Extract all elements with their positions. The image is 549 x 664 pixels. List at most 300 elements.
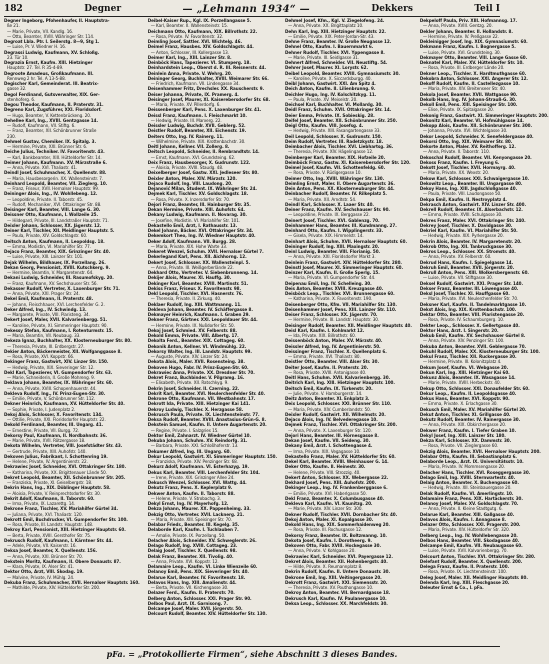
directory-entry: — Maria, Private. XVI. Neulerchenfelder Str. 70.: [422, 297, 519, 303]
directory-entry: Dekuhl Rudolf, Maler. XX. Klosterneuburger Str. 100.: [419, 349, 540, 355]
directory-entry: Dejak Wilhelm, Bildhauer, IX. Porzellang. 26.: [4, 260, 106, 266]
directory-entry: Dekret Alois, Beamter. XII. Hohenbergstr. 40.: [285, 559, 388, 565]
directory-entry: Dekmann Franz, Kaufm. I. Bognergasse 5.: [419, 45, 516, 51]
directory-entry: Dekier Anton, Bäckermeister, XII. Wolfganggasse 8.: [4, 349, 122, 355]
directory-entry: Dekott Josef, Tischler. XVII. Hormayrg. 40.: [419, 166, 516, 171]
directory-entry: Delefant Rudolf, Beamter. X. Quellenstr. 200.: [419, 559, 523, 565]
directory-entry: Dekow Karl, Schlosser. XXI. Schwaigergasse 10.: [419, 176, 530, 182]
directory-entry: — Maria, Private. XV. Pillerdorfg. 6.: [150, 103, 221, 108]
directory-entry: Dekoven Otto, Fabr. XVIII. Hockegasse 30.: [285, 544, 381, 549]
directory-entry: Dekleinigger Josef, Ing. XIX. Gymnasiumstr. 60.: [419, 40, 528, 45]
directory-entry: Delaig Anton, Beamter. X. Buchengasse 60.: [419, 481, 519, 486]
directory-entry: Dektor Emil, Zahnarzt. IV. Wiedner Gürtel 10.: [147, 433, 252, 439]
directory-entry: — Adele, Private, VII. Kaiserstr. 16.: [7, 544, 77, 549]
directory-entry: Deiter Josef, Kaufm. II. Praterstr. 20.: [285, 365, 369, 371]
footer-note: pFa. = „Protokollierte Firmen“, siehe Abschnitt 3 dieses Bandes.: [106, 649, 398, 659]
directory-entry: — Elisabeth, Private. XII. Ratschkyg. 9.: [150, 381, 229, 387]
directory-entry: — Maria, Private. VI. Gumpendorfer Str. 44.: [288, 276, 376, 282]
directory-entry: Dekrey Josef, Tischler. X. Davidgasse 30.: [419, 223, 513, 229]
directory-entry: — Maria, Private. XII. Arndtstr. 54.: [288, 197, 357, 203]
directory-entry: Dejmek Franz, Tischler. XVI. Ottakringer Str. 200.: [285, 423, 397, 429]
page-header: [4, 2, 500, 16]
directory-entry: — Maria, Beamtin, VII. Neubaug. 33.: [7, 334, 81, 339]
directory-entry: — Emma, Modistin, VI. Mariahilfer Str. 77.: [7, 244, 91, 250]
directory-entry: — Paula, Private, XIV. Goldschlagstr. 60.: [7, 234, 88, 240]
right-keyword: Dekkers: [371, 4, 413, 14]
directory-entry: Dekunz Alois, Beamter. IX. Wasagasse 14.: [419, 376, 516, 381]
directory-entry: Dekert Anton, Schlosser. XX. Webergasse 22.: [285, 475, 389, 481]
directory-entry: — Irene, Private. XIX. Grinzinger Allee 24.: [150, 475, 235, 481]
directory-entry: — Klara, Private, IX. Alser Str. 41.: [7, 565, 74, 570]
directory-entry: Deichsel Karl, Buchhalter. VI. Mollardg. 30.: [285, 103, 383, 108]
directory-entry: — Anna, Private. XVIII. Gentzg. 20.: [422, 24, 493, 30]
directory-entry: Deimböck Franz, Gastw. XI. Kaiserebersdorfer Str. 120.: [285, 160, 411, 166]
directory-entry: Delcourt Anton, Tischler. XVI. Ottakringer Str. 280.: [419, 554, 536, 560]
directory-entry: Dekhard Josef, Pens. XIII. Auhofstr. 200.: [285, 481, 377, 486]
directory-entry: Delazer Otto, Schlosser. XXI. Pragerstr. 200.: [419, 523, 521, 528]
directory-entry: Delavos Alois, Kaufm. I. Annagasse 8.: [419, 517, 507, 523]
directory-entry: Dekruh Emil, Beamter. XVII. Jörgerstr. 20.: [419, 265, 515, 271]
directory-entry: — Berta, Private, XVIII. Gersthofer Str. 75.: [7, 533, 92, 539]
directory-entry: — Rosa, Private, XVI. Koppstr. 66.: [7, 355, 75, 360]
directory-entry: Dekrull Anton, Pens. XIII. Wolkersbergenstr. 60.: [419, 271, 529, 276]
directory-entry: — Johanna, Private. XVI. Wichtelgasse 30.: [422, 129, 508, 135]
directory-entry: — Marie, Schneiderin, II. Große Mohreng. 9.: [7, 376, 96, 381]
directory-entry: Dekmayer Otto, Beamter. VIII. Lange Gasse 60.: [419, 55, 528, 61]
directory-entry: — Paula, Private. VIII. Laudongasse 50.: [422, 192, 502, 198]
directory-entry: — Regine, Private. I. Salzgries 15.: [150, 428, 219, 434]
directory-entry: Dekrasch Anton, Gastwirt. XIV. Linzer Str. 400.: [419, 202, 526, 208]
directory-entry: — Emma, Private. XVIII. Schulgasse 30.: [422, 213, 503, 219]
directory-entry: Dehnert Alfred, Schneider. VII. Neustiftg. 54.: [285, 61, 388, 66]
directory-entry: Deinzer Karl, Kaufm. II. Große Sperlg. 15.: [285, 271, 380, 276]
directory-entry: Dekner Rudolf, Tischler. XVII. Dornbacher Str. 40.: [285, 512, 398, 518]
directory-entry: — Aloisia, Private, V. Reinprechtsdorfer Str. 30.: [7, 491, 101, 497]
directory-entry: Delarue Karl, Beamter. XIII. Gallgasse 40.: [419, 512, 515, 518]
directory-entry: Deiner Karl, Tischler, XII. Meidlinger Hauptstr. 5.: [4, 229, 115, 234]
directory-entry: Deimer Karl, Ing., XIII. Lainzer Str. 8.: [147, 55, 232, 61]
directory-entry: Deix Franz, Hausbesorger, X. Gudrunstr. 122.: [147, 160, 251, 166]
directory-entry: Dekoll Emil, Pens. XIII. Speisinger Str. 100.: [419, 103, 518, 108]
directory-entry: Deitrich Karl, Ing. XIII. Hietzinger Hauptstr. 100.: [285, 381, 395, 387]
directory-entry: Degou Theodor, Kaufmann, II. Praterstr. 31.: [4, 103, 104, 108]
directory-entry: — Emilie, Private, V. Schönbrunner Str. 112.: [7, 397, 96, 402]
directory-entry: Dehellee Karl, Ing., XVIII. Gentzgasse 14.: [4, 118, 98, 124]
directory-entry: — Anton, Schlosser, III. Kollergasse 13.: [150, 50, 229, 56]
directory-entry: Deimel Josef, Kaufm. VII. Schottenfeldg. 60.: [285, 166, 386, 171]
directory-entry: Deixler Anton, Maler. XIV. Märzstr. 120.: [147, 176, 237, 182]
directory-entry: — Helene, Private. VIII. Strozzig. 40.: [288, 470, 361, 476]
directory-entry: Dekoven Julius, Fabrikant, I. Schottenring 19.: [4, 454, 108, 460]
directory-entry: Delarue Karl, Beamter. IV. Favoritenstr. 18.: [147, 575, 246, 581]
directory-entry: — Karoline, Private. X. Siccardsburgg. 40.: [288, 76, 372, 82]
directory-entry: — Anna, Private, XVIII. Schopenhauerstr. 44.: [7, 386, 97, 392]
directory-entry: Dehnel Otto, Kaufm. I. Bauernmarkt 6.: [285, 45, 374, 51]
directory-entry: — Luise, Private. VII. Stiftgasse 30.: [422, 276, 493, 282]
directory-entry: Dekrin Hans, Ing., XIX. Döblinger Hauptstr. 58.: [4, 486, 111, 492]
directory-entry: Degischer Karl, Gemeinderat. III. Beatrix-: [4, 82, 99, 87]
directory-entry: Deisinger Josef, Maurer, XI. Kaiserebersdorfer Str. 68.: [147, 97, 271, 103]
directory-entry: Dekopp Alois, Kaufm. XII. Schönbrunner Str. 300.: [419, 124, 532, 129]
directory-entry: Dekus Hans, Beamter. XVI. Koppstr. 90.: [419, 397, 510, 402]
directory-entry: — Rosa, Private, III. Landstr. Hauptstr. 148.: [7, 523, 94, 528]
directory-entry: 230.: [7, 134, 16, 140]
directory-entry: Deininger Georg, Buchhalter, XVIII. Weimarer Str. 66.: [147, 76, 269, 82]
directory-entry: — Ernst, Kaufmann. XVI. Grundsteing. 62.: [150, 155, 236, 161]
directory-entry: — Maria, Private. XIV. Cumberlandstr. 50.: [288, 407, 372, 413]
directory-entry: Deissler Ludwig, Buchdr. XVII. Geblerg. 52.: [147, 124, 246, 129]
directory-entry: — Theresia, Private. XIV. Hägelingasse 12.: [288, 150, 374, 156]
directory-entry: Dekold Hans, Ing. XIX. Sommerhaidenweg 20.: [285, 523, 390, 528]
directory-entry: Dekleva Karl, Kaufm. VI. Kaunitzg. 20.: [285, 502, 373, 507]
directory-entry: Deinhardstein Leop., Oberst d. R. III. Reisnerstr. 44.: [147, 66, 267, 72]
directory-entry: Deitsch Leopold, Schneider, II. Rembrandtstr. 14.: [147, 150, 260, 156]
directory-entry: Deimer Otto, Ing. XVIII. Währinger Str. 130.: [285, 176, 385, 182]
directory-entry: Dekner Heinrich, Kaufmann, XV. Hütteldorfer Str. 40.: [4, 402, 125, 408]
directory-entry: — Rosa, Private. IV. Schaumburgerg. 10.: [422, 318, 505, 324]
directory-entry: Dehner Rudolf, Tischler. XVI. Yppengasse 8.: [285, 50, 385, 56]
directory-entry: — Irma, Private, IX. Lazarettg. 14.: [7, 502, 76, 507]
directory-entry: — Hermine, Private. III. Landstr. Hauptstr. 30.: [288, 318, 380, 324]
directory-entry: — Marie, Private. XVIII. Herbeckstr. 40.: [422, 381, 501, 387]
directory-entry: — Anna, Private. XVI. Thaliastr. 41.: [7, 166, 78, 171]
directory-entry: — Theresia, Private. II. Zirkusg. 40.: [150, 297, 222, 303]
directory-entry: Delberg Anton, Schlosser. XXI. Prager Str. 90.: [147, 596, 252, 602]
directory-entry: — Rosa, Private. XVIII. Antonigasse 40.: [288, 370, 367, 376]
directory-entry: — Helene, Private. V. Strobachg. 3.: [150, 496, 222, 502]
directory-entry: Deiters Otto, Ing. IV. Rainerg. 11.: [147, 134, 224, 140]
directory-entry: Dektor Otto, Arzt, VIII. Skodag. 19.: [4, 570, 84, 576]
directory-entry: Deksa Rudolf, Beamter. XVIII. Anastasius-Grün-G. 8.: [147, 418, 266, 423]
directory-entry: — Franz, Friseur, XVII. Hernalser Hauptstr. 99.: [7, 187, 100, 192]
directory-entry: — Margarete, Private, VIII. Piaristeng. 34.: [7, 313, 90, 318]
directory-entry: Deis Anton, Beamter. XVIII. Kreuzgasse 40.: [285, 286, 384, 292]
directory-entry: Deistler Rudolf, Beamter, XII. Eichenstr. 19.: [147, 129, 247, 135]
directory-entry: Dekusch Wenzel, Schlosser. XVI. Wattg. 44.: [147, 481, 247, 486]
directory-entry: Dejanović Milan, Student. IX. Währinger Str. 24.: [147, 187, 257, 192]
directory-entry: Dehn Karl, Ing. XIII. Hietzinger Hauptstr. 22.: [285, 29, 386, 35]
directory-entry: Dekowitz Leop., Beamter. III. Ungargasse 80.: [419, 181, 523, 187]
directory-entry: Delazer Ferd., Kaufm. II. Praterstr. 70.: [147, 591, 235, 597]
directory-entry: Dekert Josef, Maler, XVII. Kalvarienbergg. 51.: [4, 318, 108, 324]
directory-entry: — Malvine, Private, IV. Mühlg. 24.: [7, 575, 75, 581]
directory-entry: — Gertrude, Private, XIII. Auhofstr. 140.: [7, 449, 87, 455]
directory-entry: Dekrone Emil, Ing. XIII. Veitingergasse 20.: [285, 575, 382, 581]
directory-entry: Dekuba Johann, Schuhm. XV. Reindorfg. 31.: [147, 439, 248, 444]
directory-entry: Delacher Alois, Schneider. XV. Schweglerstr. 26.: [147, 538, 257, 544]
directory-entry: Dekoj Alois, Schlosser, X. Favoritenstr. 134.: [4, 412, 103, 418]
directory-entry: Dekonig Franz, Gastwirt. XI. Simmeringer Hauptstr. 200.: [419, 113, 549, 119]
directory-entry: Deker Adolf, Kaufmann. VII. Burgg. 28.: [147, 239, 237, 245]
directory-entry: Dekusch Emil, Maler. XV. Mariahilfer Gürtel 20.: [419, 407, 527, 413]
directory-entry: Dektar Otto, Beamter. VIII. Piaristengasse 20.: [419, 313, 525, 318]
directory-entry: Dekrin Rudolf, Kaufm. II. Untere Donaustr. 30.: [285, 570, 391, 576]
directory-entry: Deistler Otto, Beamter. VIII. Alser Str. 30.: [285, 360, 379, 366]
directory-entry: — Maria, Private. IV. Mommsengasse 20.: [422, 465, 505, 471]
directory-entry: Dekrit Adolf, Kaufmann, II. Taborstr. 60.: [4, 496, 95, 502]
directory-entry: — Maria, Private. XIX. Hohe Warte 33.: [150, 244, 228, 250]
directory-entry: Dekza Johann, Maurer. XX. Pappenheimg. 33.: [147, 507, 251, 513]
directory-entry: Deindl Karl, Schlosser. X. Laaer Str. 40.: [285, 202, 374, 208]
directory-entry: Dekoj Josef, Schmied. XV. Felberstr. 88.: [147, 328, 237, 334]
directory-entry: Dekpa Emil, Kaufm. II. Nestroyplatz 4.: [419, 197, 507, 203]
directory-entry: Dekel Emil, Kaufmann, II. Praterstr. 48.: [4, 297, 94, 303]
directory-entry: Dekrawiec Karl, Schneider. XVI. Payergasse 12.: [285, 554, 393, 560]
directory-entry: Deleg Josef, Maler. XII. Meidlinger Hauptstr. 80.: [419, 575, 528, 581]
directory-entry: Delak Franz, Beamter. XII. Tivolig. 40.: [147, 554, 234, 560]
directory-entry: Dekut Anton, Tischler. XI. Grillgasse 40.: [419, 412, 511, 418]
directory-entry: Delcampe Josef, Maler. XVII. Jörgerstr. 50.: [147, 607, 243, 612]
directory-entry: Dekrawiec Anna, Private. XX. Dresdner Str. 70.: [147, 370, 255, 376]
directory-entry: Deissl Franz, Kaufmann. I. Fleischmarkt 10.: [147, 113, 247, 119]
directory-entry: Deimel Franz, Hausbes. XIV. Goldschlagstr. 44.: [147, 45, 254, 51]
page-number: 182: [4, 4, 23, 14]
directory-entry: Dekriel Karl, Kaufm. VI. Mariahilfer Str. 50.: [419, 229, 518, 234]
directory-entry: — Rosa, Private. IV. Favoritenstr. 32.: [150, 34, 224, 40]
directory-entry: Deinhammer Hans, Beamter. III. Kundmanng. 27.: [285, 223, 397, 229]
directory-entry: — Theresia, Private, III. Erdbergstr. 27.: [7, 344, 85, 350]
directory-entry: Deiser Johanna, Private, IX. Pramerg. 4.: [147, 92, 239, 98]
directory-entry: Deksl Josef, Tischler. XI. Hauffgasse 60.: [419, 292, 510, 297]
directory-entry: Deixler Johann, Schlosser, XX. Jägerstr. 12.: [4, 223, 102, 229]
directory-entry: Deim Rudolf, Vertreter. III. Radetzkystr. 18.: [285, 139, 384, 145]
directory-entry: — Anna, Private, XXI. Prager Str. 24.: [7, 292, 80, 297]
directory-entry: Deinlein Anna, Private. V. Wehrg. 20.: [147, 71, 233, 77]
directory-entry: Dekota Josef, Kaufm. I. Dorotheerg. 9.: [285, 538, 372, 544]
directory-entry: — Maria, Private. XIV. Hütteldorfer Str. 320.: [422, 528, 510, 534]
directory-entry: Delenda Karl, Ing. XIII. Fleschgasse 20.: [419, 580, 510, 586]
directory-entry: Deinböck Hans, Tapezierer. VI. Stumperg. 18.: [147, 61, 251, 66]
directory-entry: Dekner Franz, Gärtner. XXI. Leopoldauer Str. 44.: [147, 318, 258, 324]
directory-entry: Dekur Leop., Kaufm. II. Leopoldsgasse 40.: [419, 391, 517, 397]
directory-entry: — Leopoldine, Private. IX. Berggasse 22.: [288, 213, 370, 219]
directory-entry: Dein Anton, Pens. XX. Klosterneuburger Str. 44.: [285, 187, 395, 192]
directory-entry: Dehrer Josef, Maurer. XI. Lorystr. 62.: [285, 66, 368, 72]
directory-entry: Dekstein Samuel, Kaufm. II. Untere Augartenstr. 20.: [147, 423, 267, 429]
directory-entry: — Paula, Private. XV. Meiselstr. 20.: [288, 97, 358, 103]
directory-entry: — Julie, Private. V. Hamburgerstr. 14.: [288, 391, 363, 397]
directory-entry: Deinhart Alois, Schuhm. XVII. Hernalser Hauptstr. 60.: [285, 239, 407, 245]
directory-entry: Dekoj Anton, Maler. XI. Kopalgasse 30.: [285, 517, 374, 523]
directory-entry: Dekyl Josef, Ing. XIII. Lainzer Str. 180.: [419, 433, 506, 439]
directory-entry: Deinhard Leopold, Beamter, VII. Zieglerg. 10.: [4, 181, 108, 187]
directory-entry: — Hermine, Beamtin, V. Margaretenstr. 64.: [7, 271, 94, 276]
directory-entry: — Franz, Kaufmann, XV. Sechshauser Str. 56.: [7, 281, 98, 287]
directory-entry: Deigl Otto, Kaufm. VIII. Josefsg. 4.: [285, 124, 364, 129]
directory-entry: Dekany Emil, Arzt. I. Schottengasse 4.: [285, 444, 373, 450]
directory-entry: Delago Rudolf, Ing. XVIII. Cottageg. 23.: [147, 544, 238, 549]
directory-entry: Dekutz Franz, Pens. X. Keplerplatz 9.: [147, 486, 233, 492]
directory-entry: Deibel-Kaiser Rup., Kgl. IX. Porzellangasse 5.: [147, 19, 252, 24]
directory-entry: stenhoferg. 6.: [7, 97, 36, 103]
directory-entry: Delberg Leop., Ing. IV. Wohllebengasse 20.: [419, 533, 518, 539]
directory-entry: Dekoy Hans, Ing. XIII. Jagdschloßgasse 40.: [419, 187, 518, 192]
directory-entry: Deitsch Anton, Kaufmann, II. Leopoldsg. 18.: [4, 239, 105, 245]
header-rule: [4, 16, 500, 17]
directory-entry: — Mathilde, Private, XIV. Hütteldorfer Str. 200.: [7, 586, 101, 591]
directory-entry: Delabar Friedr., Beamter. III. Kegelg. 35.: [147, 523, 240, 528]
directory-entry: — Marie, Private, XVII. Rötzergasse 18.: [7, 439, 86, 444]
directory-entry: Dekoss Franz, Kaufm. I. Freyung 6.: [419, 160, 500, 166]
directory-entry: Dekiss Franz, Friseur. X. Favoritenstr. 98.: [147, 286, 242, 292]
directory-entry: Dekobra Anton, Schlosser. XXI. Angerer Str. 12.: [419, 76, 528, 82]
part-label: Teil I: [474, 4, 500, 14]
directory-entry: Dekza Karl, Schlosser. XX. Dammstr. 30.: [419, 439, 512, 444]
directory-entry: — Katharina, Private. X. Favoritenstr. 190.: [288, 297, 373, 303]
directory-entry: Dekorsy Walter, Ing. III. Landstr. Hauptstr. 99.: [147, 349, 252, 355]
directory-entry: Dekl Leopold, Tischler. XVI. Hasnerstr. 76.: [147, 292, 244, 297]
directory-entry: Deker Otto, Kaufm. II. Heinestr. 30.: [285, 465, 366, 471]
directory-entry: — Hildegard, Private, III. Landstraßer Hauptstr. 71.: [7, 218, 109, 224]
directory-entry: Dekijer Alois, Maurer. XI. Hauffg. 30.: [147, 276, 232, 282]
directory-entry: Dekleva Johann, Beamter. IV. Schäffergasse 8.: [147, 307, 253, 313]
directory-entry: Dekwer Franz, Kaufm. I. Tiefer Graben 10.: [419, 428, 517, 434]
directory-entry: Delaborde Leop., Arzt. IX. Universitätsstr. 10.: [419, 460, 524, 465]
directory-entry: Dekinger Leop., Ing. IV. Frankenberggasse 6.: [285, 486, 388, 492]
directory-entry: — Johann, Fleischhauer, XVI. Lerchenfelder G. 2.: [7, 302, 105, 308]
directory-entry: — Marie, Private. XIV. Linzer Str. 300.: [288, 507, 363, 513]
directory-entry: Dekmayer Heinrich, Kaufmann. I. Graben 29.: [147, 313, 250, 318]
directory-entry: Delamaire Franz, Pens. XIX. Hartäckerstr. 30.: [419, 496, 523, 502]
directory-entry: Dekrob Otto, Ing. XII. Tanbruckgasse 30.: [419, 244, 513, 250]
page-footer: [4, 646, 500, 661]
directory-entry: — Hedwig, Private. XIII. Fasangartengasse 33.: [288, 129, 381, 135]
directory-entry: — Theresia, Private. XV. Pouthongasse 10.: [288, 586, 374, 591]
directory-entry: Delbos Hans, Beamter. VIII. Skodagasse 40.: [419, 538, 520, 544]
directory-entry: Dekeza Ignaz, Buchhalter, XX. Klosterneuburger Str. 80.: [4, 339, 132, 345]
directory-entry: Dekter Leop., Schlosser. X. Gellertgasse 40.: [419, 323, 520, 329]
directory-entry: Deinert Josef, Tischler. XVI. Gablenzg. 70.: [285, 218, 380, 224]
directory-entry: Dekorte Anton, Maler. XV. Reithofferg. 12.: [419, 145, 516, 150]
directory-entry: Deibel Leopold, Beamter. XVIII. Gymnasiumstr. 30.: [285, 71, 400, 77]
directory-entry: Dekst Alois, Ing. XIX. Krottenbachstr. 100.: [419, 307, 517, 313]
directory-entry: — Anna, Private, XXI. Brünner Str. 70.: [7, 554, 83, 560]
directory-entry: Dekinger Karl, Beamter. XVIII. Martinstr. 51.: [147, 281, 249, 287]
directory-entry: Deksel Rudolf, Gastwirt. XXI. Prager Str. 140.: [419, 281, 524, 287]
directory-entry: Dekret Leopold, Beamter, XII. Schönbrunner Str. 205.: [4, 475, 126, 481]
directory-entry: — Rudolf, Kaufmann, VII. Stiftg. 6.: [7, 124, 76, 129]
directory-entry: — Wilhelmine, Private. XIX. Krottenbachstr. 30.: [150, 139, 246, 145]
directory-entry: — Elise, Private. IX. Spitalgasse 20.: [422, 108, 494, 114]
directory-entry: Dejaco Alois, Ing. IV. Belvederegasse 10.: [285, 418, 378, 423]
directory-entry: Dekan Hermine, Private. XIII. Auhofstr. 64.: [147, 208, 245, 213]
directory-entry: Degner Ingeborg, Pfohenhaufer, II. Hauptstra-: [4, 19, 110, 24]
directory-entry: — Irma, Private. XIX. Vegagasse 10.: [288, 449, 361, 455]
directory-entry: Dekumer Alfred, Ing. III. Ungarg. 60.: [147, 449, 232, 455]
directory-entry: Deissinger Franz, Tischler. X. Quellenplatz 6.: [285, 349, 387, 355]
directory-entry: — Rosa, Private. III. Rochusgasse 12.: [288, 528, 363, 534]
directory-column-4: [420, 19, 549, 643]
directory-entry: Deisenhammer Fritz, Drechsler. XX. Rauscherstr. 9.: [147, 87, 265, 93]
directory-entry: — Maria, Private. XIII. Speisinger Str. 70.: [150, 517, 232, 523]
directory-entry: Dekl Franz, Beamter. X. Columbusgasse 40.: [285, 496, 385, 502]
directory-entry: Dekleva Rudolf, Ing., IV. Prinz-Eugen-Str. 30.: [4, 391, 106, 397]
directory-entry: Deisböck Leop., Tischler. XVI. Brunnengasse 60.: [285, 292, 395, 297]
directory-entry: Dekres Franz, Maler. XVI. Ottakringer Str. 240.: [419, 218, 526, 224]
directory-entry: Deiner Franz, Kaufm. XV. Sechshauser Str. 90.: [285, 208, 390, 213]
directory-entry: Dekessy Stefan, Kaufmann, I. Rotenturmstr. 15.: [4, 328, 114, 334]
directory-entry: Deichmann Otto, Kaufmann, XIX. Billrothstr. 22.: [147, 29, 258, 35]
directory-entry: Deichler Hugo, Ing. IV. Kolschitzkyg. 11.: [285, 92, 377, 98]
directory-entry: Dekner Leop., Tischler. X. Hardtmuthgasse 60.: [419, 71, 527, 77]
directory-entry: Dekhard Otto, Vertreter. V. Siebenbrunneng. 14.: [147, 271, 258, 276]
directory-entry: Dekany Ludwig, Kaufmann. II. Novarag. 30.: [147, 213, 247, 219]
directory-entry: Dekstein Moritz, Kaufmann, II. Obere Donaustr. 87.: [4, 559, 121, 565]
directory-entry: Deidl Franz, Schuhm. XVII. Ottakringer Str. 14.: [285, 108, 392, 114]
directory-columns: [4, 19, 549, 643]
directory-entry: Delega Franz, Kaufm. II. Praterstr. 100.: [419, 565, 510, 570]
directory-entry: — Katharina, Private, XX. Brigittenauer Lände 50.: [7, 470, 107, 476]
directory-entry: Dekolta Ferd., Beamter. XIX. Cottageg. 60.: [147, 339, 245, 345]
directory-entry: Dejaco Franz, Beamter, XIX. Grinzinger Str. 40.: [4, 250, 111, 255]
directory-entry: Deifel Josef, Beamter. XII. Schönbrunner Str. 250.: [285, 118, 398, 124]
directory-entry: Degrassi Ludwig, Kaufmann, XV. Schloßg.: [4, 50, 100, 56]
directory-entry: Dekrusch Paula, Private. IX. Liechtensteinstr. 77.: [147, 412, 260, 418]
directory-entry: — Karl, Beamter. II. Wallensteinstr. 15.: [150, 24, 228, 30]
directory-entry: — Gisela, Private. XIX. Himmelstr. 14.: [288, 234, 364, 240]
directory-entry: Deixelberger Josef, Gastw. XXI. Jedleseer Str. 80.: [147, 171, 259, 177]
directory-entry: Dektor Hans, Arzt. I. Singerstr. 20.: [419, 328, 499, 334]
directory-entry: — Berta, Private. VII. Kirchengasse 30.: [150, 586, 229, 591]
directory-entry: — Karl, Bankbeamter, XIII. Hütteldorfer Str. 14.: [7, 155, 102, 161]
directory-entry: Dekuba Franz, Schuhmacher, XVII. Hernalser Hauptstr. 160.: [4, 580, 140, 586]
directory-entry: Dekan Georg, Pensionist, XVIII. Kutschkerg. 9.: [4, 265, 110, 271]
directory-entry: — Barbara, Private. XXI. Schloßhoferstr. 13.: [150, 444, 239, 450]
directory-entry: Delcampe Emil, Kaufm. VII. Neubaugasse 60.: [419, 544, 523, 549]
directory-entry: — Rosa, Private. VII. Zieglergasse 60.: [422, 444, 499, 450]
directory-entry: — Franz, Beamter, XII. Schönbrunner Straße: [7, 129, 97, 135]
directory-entry: Dekonitz Karl, Beamter. VI. Hofmühlgasse 14.: [419, 118, 524, 124]
directory-entry: — Rosa, Private. IX. Liechtensteinstr. 100.: [422, 570, 508, 576]
directory-entry: — Hugo, Beamter, V. Kettenbrückeng. 20.: [7, 113, 92, 119]
directory-entry: — Hermine, Private. IV. Preßgasse 22.: [422, 34, 499, 40]
directory-entry: Dekrin Josef, Schneider. II. Czerning. 22.: [147, 386, 240, 392]
directory-entry: Dejmek Karl, Tischler. XV. Goldschlagstr. 18.: [147, 192, 249, 198]
directory-entry: Dekret Franz, Buchbinder. V. Pilgramg. 16.: [147, 376, 245, 381]
directory-entry: Dekemkort Theo, Ing. IV. Wiedner Hauptstr. 40.: [147, 234, 256, 240]
directory-entry: Delak Rudolf, Kaufm. VI. Amerlingstr. 10.: [419, 491, 514, 497]
directory-entry: Delaborde Karl, Kaufm. I. Tuchlauben 7.: [147, 528, 239, 534]
directory-entry: Deksner Karl, Kaufm. II. Tandelmarktgasse 10.: [419, 302, 527, 308]
directory-entry: Delabar Otto, Kaufm. III. Sebastianplatz 6.: [419, 454, 517, 460]
directory-entry: Dekroy Anton, Beamter. VII. Bernardgasse 18.: [285, 591, 391, 597]
directory-entry: — Anna, Private. III. Weißgerberlände 22.: [150, 265, 234, 271]
directory-entry: Deitl Hans, Schuhm. XVII. Kalvarienbergg. 30.: [285, 376, 391, 381]
directory-entry: Deininger Rudolf, Ing. XIII. Maxingstr. 20.: [285, 244, 380, 250]
directory-entry: Deipenau Emil, Ing. IV. Schelleing. 30.: [285, 281, 372, 287]
directory-entry: — Hedwig, Private, XIX. Sieveringer Str. 12.: [7, 365, 95, 371]
directory-entry: Dekastello Franz, Maler. XV. Hütteldorfer Str. 60.: [285, 454, 396, 460]
directory-entry: Dekl Karl, Tapezierer, VI. Gumpendorfer Str. 63.: [4, 370, 113, 376]
directory-entry: Deibl Johann, Gastwirt. XXI. Am Spitz 4.: [285, 82, 376, 87]
directory-entry: Delanoy Emil, Pens. XIX. Sieveringer Str. 40.: [147, 570, 249, 576]
directory-entry: Dekota Alois, Maler. XVII. Rosensteing. 38.: [147, 360, 245, 366]
directory-entry: — Anna, Private. XX. Brigittaplatz 10.: [288, 24, 364, 30]
directory-entry: Delamaire Leop., Kaufm. VI. Linke Wienzeile 60.: [147, 565, 258, 570]
directory-entry: Dekorsy Paul, Kaufmann, II. Nordbahnstr. 36.: [4, 433, 108, 439]
directory-entry: — Maria, Private. XX. Wexstr. 20.: [422, 171, 490, 177]
directory-entry: — Emma, Private. XVI. Thaliastr. 80.: [288, 355, 361, 360]
directory-entry: — Aloisia, Private. XVIII. Staudg. 48.: [150, 166, 224, 171]
directory-entry: — Juliana, Private, XVI. Thaliastr. 120.: [7, 512, 83, 518]
directory-entry: Deitz Anton, Beamter. XI. Enkplatz 3.: [285, 397, 370, 402]
directory-entry: Dekup Otto, Schlosser. XXI. Donaufelder Str. 60.: [419, 386, 530, 392]
directory-entry: — Josefine, Modistin. VI. Mariahilfer Str. 101.: [150, 218, 241, 224]
directory-entry: Dehmel Gustav, Chemiker. IX. Spitalg. 3.: [4, 139, 97, 145]
directory-entry: Dekor Leopold, Schneider. X. Senefeldergasse 40.: [419, 134, 534, 140]
directory-entry: Dejaco Rudolf, Ing. VIII. Laudong. 20.: [147, 181, 233, 187]
directory-entry: Dekola Josef, Beamter. XVII. Wattgasse 90.: [419, 92, 518, 98]
